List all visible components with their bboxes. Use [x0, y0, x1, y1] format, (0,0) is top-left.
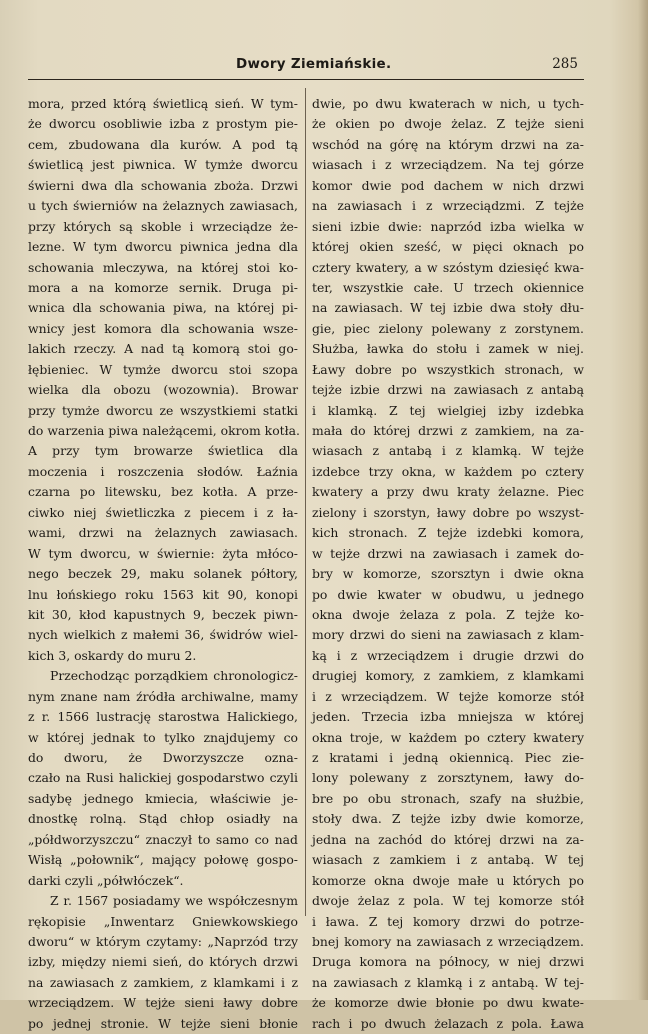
text-line: mora a na komorze sernik. Druga pi- — [28, 279, 298, 295]
text-line: po dwie kwater w obudwu, u jednego — [312, 586, 584, 602]
text-line: okna dwoje żelaza z pola. Z tejże ko- — [312, 606, 584, 622]
text-line: dwie, po dwu kwaterach w nich, u tych- — [312, 96, 584, 111]
text-line: izby, między niemi sień, do których drzwi — [28, 954, 298, 970]
running-header — [28, 56, 582, 78]
column-divider — [305, 88, 306, 916]
text-line: że dworcu osobliwie izba z prostym pie- — [28, 116, 298, 132]
text-line: rękopisie „Inwentarz Gniewkowskiego — [28, 913, 298, 929]
text-line: ką i z wrzeciądzem i drugie drzwi do — [312, 647, 584, 663]
text-line: w której jednak to tylko znajdujemy co — [28, 729, 298, 745]
right-column — [312, 94, 584, 1031]
page-number: 285 — [552, 56, 578, 72]
text-line: czarna po litewsku, bez kotła. A prze- — [28, 484, 298, 500]
text-line: bnej komory na zawiasach z wrzeciądzem. — [312, 933, 584, 949]
text-line: z kratami i jedną okiennicą. Piec zie- — [312, 750, 584, 765]
text-line: wami, drzwi na żelaznych zawiasach. — [28, 525, 298, 541]
text-line: łębieniec. W tymże dworcu stoi szopa — [28, 361, 298, 377]
header-rule — [28, 79, 584, 80]
text-line: bre po obu stronach, szafy na służbie, — [312, 790, 584, 806]
text-line: kich stronach. Z tejże izdebki komora, — [312, 525, 584, 541]
text-line: W tym dworcu, w świernie: żyta młóco- — [28, 545, 298, 561]
text-line: wielka dla obozu (wozownia). Browar — [28, 382, 298, 398]
text-line: nego beczek 29, maku solanek półtory, — [28, 566, 298, 582]
text-line: wiasach i z wrzeciądzem. Na tej górze — [312, 157, 584, 173]
text-line: moczenia i roszczenia słodów. Łaźnia — [28, 463, 298, 479]
text-line: stoły dwa. Z tejże izby dwie komorze, — [312, 811, 584, 827]
text-line: tejże izbie drzwi na zawiasach z antabą — [312, 382, 584, 398]
text-line: przy których są skoble i wrzeciądze że- — [28, 218, 298, 234]
text-line: kit 30, kłod kapustnych 9, beczek piwn- — [28, 606, 298, 622]
text-line: mora, przed którą świetlicą sień. W tym- — [28, 96, 298, 111]
text-line: Wisłą „połownik“, mający połowę gospo- — [28, 852, 298, 868]
text-line: bry w komorze, szorsztyn i dwie okna — [312, 566, 584, 582]
text-line: przy tymże dworcu ze wszystkiemi statki — [28, 402, 298, 418]
page-fold-shadow — [638, 0, 648, 1000]
running-title: Dwory Ziemiańskie. — [236, 56, 392, 72]
text-line: świerni dwa dla schowania zboża. Drzwi — [28, 177, 298, 193]
text-line: cem, zbudowana dla kurów. A pod tą — [28, 136, 298, 152]
text-line: kwatery a przy dwu kraty żelazne. Piec — [312, 484, 584, 500]
text-line: jeden. Trzecia izba mniejsza w której — [312, 709, 584, 725]
text-line: lakich rzeczy. A nad tą komorą stoi go- — [28, 341, 298, 357]
text-line: cztery kwatery, a w szóstym dziesięć kwa- — [312, 259, 584, 275]
text-line: u tych świerniów na żelaznych zawiasach, — [28, 198, 298, 214]
text-line: dworu“ w którym czytamy: „Naprzód trzy — [28, 933, 298, 949]
text-line: gie, piec zielony polewany z zorstynem. — [312, 320, 584, 336]
text-line: izdebce trzy okna, w każdem po cztery — [312, 463, 584, 479]
text-line: zielony i szorstyn, ławy dobre po wszyst- — [312, 504, 584, 520]
text-line: wiasach z antabą i z klamką. W tejże — [312, 443, 584, 459]
text-line: świetlicą jest piwnica. W tymże dworcu — [28, 157, 298, 173]
text-line: rach i po dwuch żelazach z pola. Ława — [312, 1015, 584, 1031]
text-line: sieni izbie dwie: naprzód izba wielka w — [312, 218, 584, 234]
text-line: Przechodząc porządkiem chronologicz- — [50, 668, 298, 684]
text-line: na zawiasach z klamką i z antabą. W tej- — [312, 974, 584, 990]
text-line: do warzenia piwa należącemi, okrom kotła. — [28, 423, 300, 438]
text-line: nych wielkich z małemi 36, świdrów wiel- — [28, 627, 298, 643]
text-line: Ławy dobre po wszystkich stronach, w — [312, 361, 584, 377]
text-line: darki czyli „półwłóczek“. — [28, 872, 184, 888]
text-line: sadybę jednego kmiecia, właściwie je- — [28, 790, 298, 806]
text-line: drugiej komory, z zamkiem, z klamkami — [312, 668, 584, 684]
text-line: jedna na zachód do której drzwi na za- — [312, 831, 584, 847]
text-line: schowania mleczywa, na której stoi ko- — [28, 259, 298, 275]
text-line: i ława. Z tej komory drzwi do potrze- — [312, 913, 584, 929]
text-line: nym znane nam źródła archiwalne, mamy — [28, 688, 298, 704]
text-line: do dworu, że Dworzyszcze ozna- — [28, 750, 298, 765]
text-line: wschód na górę na którym drzwi na za- — [312, 136, 584, 152]
text-line: kich 3, oskardy do muru 2. — [28, 647, 197, 663]
text-line: „półdworzyszczu“ znaczył to samo co nad — [28, 831, 298, 847]
text-line: dwoje żelaz z pola. W tej komorze stół — [312, 893, 584, 909]
text-line: w tejże drzwi na zawiasach i zamek do- — [312, 545, 584, 561]
text-line: i klamką. Z tej wielgiej izby izdebka — [312, 402, 584, 418]
text-line: komorze okna dwoje małe u których po — [312, 872, 584, 888]
text-line: wrzeciądzem. W tejże sieni ławy dobre — [28, 995, 298, 1011]
text-line: ciwko niej świetliczka z piecem i z ła- — [28, 504, 298, 520]
text-line: z r. 1566 lustrację starostwa Halickiego, — [28, 709, 298, 725]
text-line: lnu łońskiego roku 1563 kit 90, konopi — [28, 586, 298, 602]
text-line: czało na Rusi halickiej gospodarstwo czyli — [28, 770, 298, 786]
text-line: że okien po dwoje żelaz. Z tejże sieni — [312, 116, 584, 132]
text-line: wiasach z zamkiem i z antabą. W tej — [312, 852, 584, 868]
text-line: A przy tym browarze świetlica dla — [28, 443, 298, 459]
text-line: dnostkę rolną. Stąd chłop osiadły na — [28, 811, 298, 827]
text-line: po jednej stronie. W tejże sieni błonie — [28, 1015, 298, 1031]
text-line: Służba, ławka do stołu i zamek w niej. — [312, 341, 584, 357]
text-line: mała do której drzwi z zamkiem, na za- — [312, 423, 584, 438]
text-line: Druga komora na północy, w niej drzwi — [312, 954, 584, 970]
left-column — [28, 94, 300, 1031]
text-line: lony polewany z zorsztynem, ławy do- — [312, 770, 584, 786]
text-line: wnicy jest komora dla schowania wsze- — [28, 320, 298, 336]
text-line: na zawiasach i z wrzeciądzmi. Z tejże — [312, 198, 584, 214]
text-line: lezne. W tym dworcu piwnica jedna dla — [28, 239, 298, 255]
text-line: wnica dla schowania piwa, na której pi- — [28, 300, 298, 316]
text-line: komor dwie pod dachem w nich drzwi — [312, 177, 584, 193]
text-line: Z r. 1567 posiadamy we współczesnym — [50, 893, 298, 909]
text-line: na zawiasach z zamkiem, z klamkami i z — [28, 974, 298, 990]
text-line: okna troje, w każdem po cztery kwatery — [312, 729, 584, 745]
text-line: mory drzwi do sieni na zawiasach z klam- — [312, 627, 584, 643]
text-line: i z wrzeciądzem. W tejże komorze stół — [312, 688, 584, 704]
text-line: że komorze dwie błonie po dwu kwate- — [312, 995, 584, 1011]
text-line: na zawiasach. W tej izbie dwa stoły dłu- — [312, 300, 584, 316]
text-line: ter, wszystkie całe. U trzech okiennice — [312, 279, 584, 295]
text-line: której okien sześć, w pięci oknach po — [312, 239, 584, 255]
